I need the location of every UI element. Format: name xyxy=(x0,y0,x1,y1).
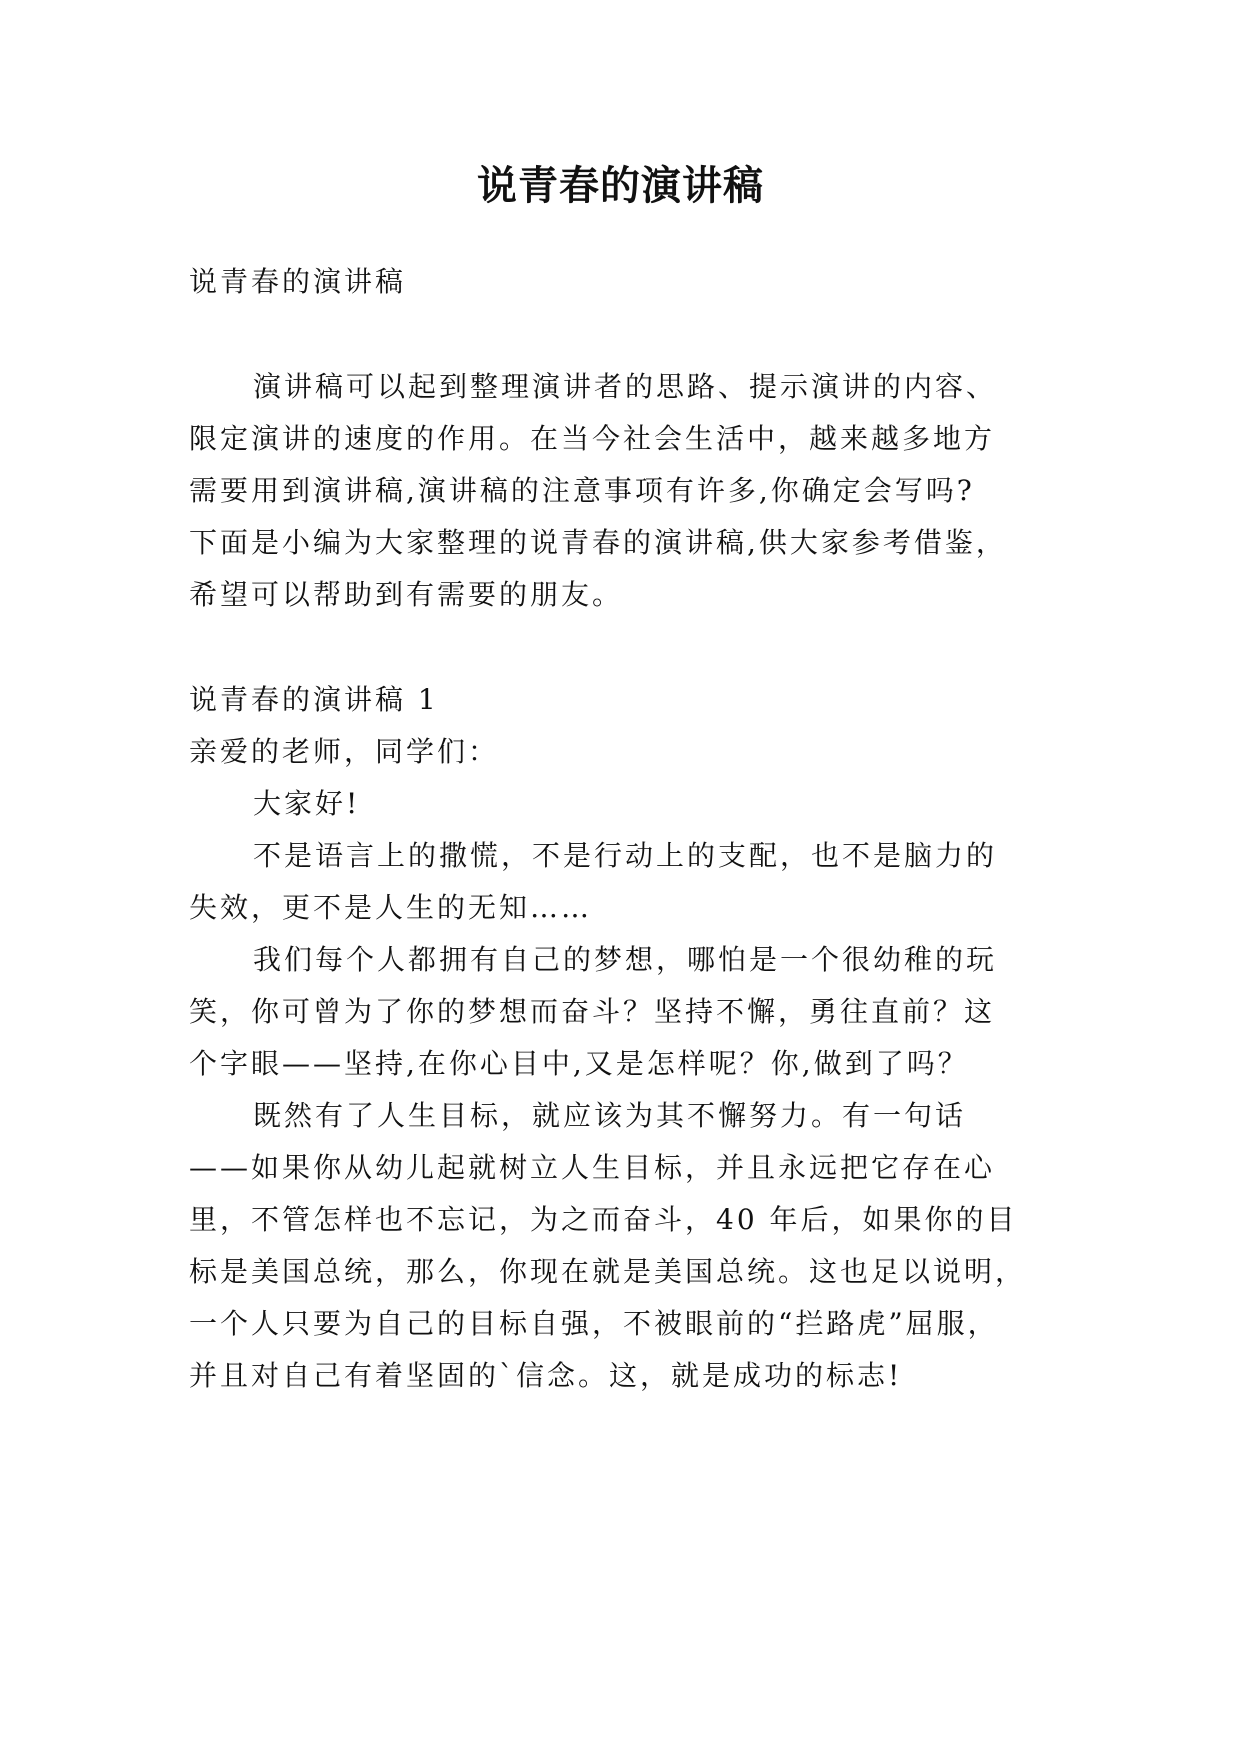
intro-line: 需要用到演讲稿,演讲稿的注意事项有许多,你确定会写吗? xyxy=(189,474,975,507)
document-title: 说青春的演讲稿 xyxy=(477,163,764,209)
intro-line: 希望可以帮助到有需要的朋友。 xyxy=(189,578,624,611)
document-subtitle: 说青春的演讲稿 xyxy=(189,265,407,298)
body-line: 笑，你可曾为了你的梦想而奋斗？坚持不懈，勇往直前？这 xyxy=(189,995,996,1028)
body-line: 既然有了人生目标，就应该为其不懈努力。有一句话 xyxy=(253,1099,967,1132)
intro-line: 演讲稿可以起到整理演讲者的思路、提示演讲的内容、 xyxy=(253,370,998,403)
body-line: 我们每个人都拥有自己的梦想，哪怕是一个很幼稚的玩 xyxy=(253,943,998,976)
body-line: 并且对自己有着坚固的`信念。这，就是成功的标志! xyxy=(189,1359,903,1392)
greeting: 大家好! xyxy=(253,787,361,820)
body-line: 个字眼——坚持,在你心目中,又是怎样呢？你,做到了吗？ xyxy=(189,1047,969,1080)
intro-line: 下面是小编为大家整理的说青春的演讲稿,供大家参考借鉴， xyxy=(189,526,1007,559)
salutation: 亲爱的老师，同学们： xyxy=(189,735,500,768)
body-line: 失效，更不是人生的无知…… xyxy=(189,891,593,924)
body-line: 一个人只要为自己的目标自强，不被眼前的“拦路虎”屈服， xyxy=(189,1307,999,1340)
section-heading: 说青春的演讲稿 1 xyxy=(189,683,439,716)
intro-line: 限定演讲的速度的作用。在当今社会生活中，越来越多地方 xyxy=(189,422,996,455)
body-line: 不是语言上的撒慌，不是行动上的支配，也不是脑力的 xyxy=(253,839,998,872)
body-line: ——如果你从幼儿起就树立人生目标，并且永远把它存在心 xyxy=(189,1151,996,1184)
body-line: 标是美国总统，那么，你现在就是美国总统。这也足以说明， xyxy=(189,1255,1027,1288)
body-line: 里，不管怎样也不忘记，为之而奋斗，40 年后，如果你的目 xyxy=(189,1203,1018,1236)
